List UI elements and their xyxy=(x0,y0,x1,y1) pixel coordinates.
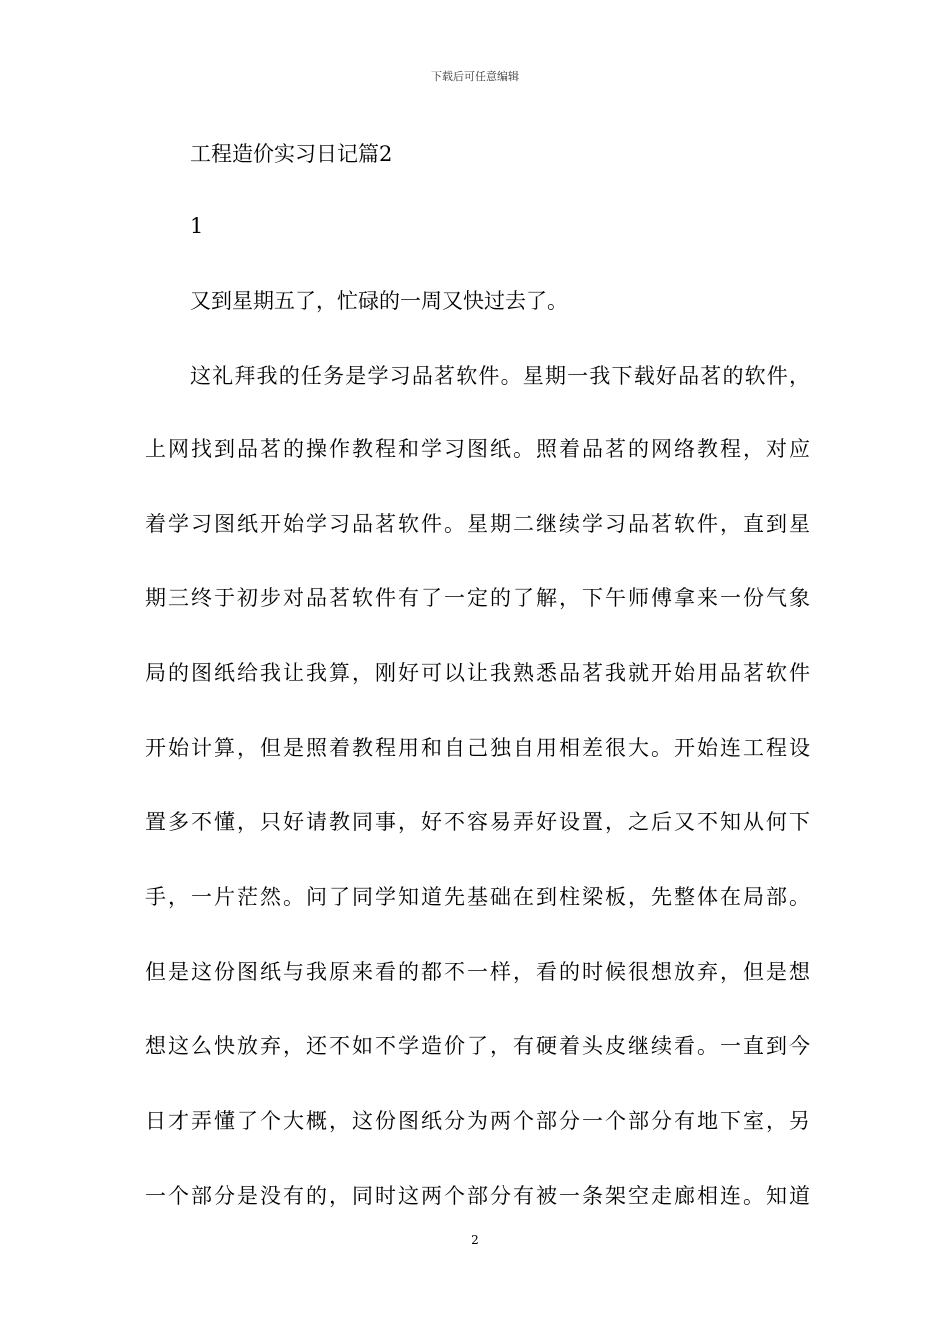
body-line: 着学习图纸开始学习品茗软件。星期二继续学习品茗软件，直到星 xyxy=(145,512,810,536)
section-number: 1 xyxy=(190,214,204,238)
page-number: 2 xyxy=(471,1233,479,1247)
body-line: 手，一片茫然。问了同学知道先基础在到柱梁板，先整体在局部。 xyxy=(145,885,810,909)
body-line: 一个部分是没有的，同时这两个部分有被一条架空走廊相连。知道 xyxy=(145,1184,810,1208)
document-title: 工程造价实习日记篇2 xyxy=(190,142,393,166)
body-line: 开始计算，但是照着教程用和自己独自用相差很大。开始连工程设 xyxy=(145,736,810,760)
body-line: 期三终于初步对品茗软件有了一定的了解，下午师傅拿来一份气象 xyxy=(145,586,810,610)
header-note: 下载后可任意编辑 xyxy=(431,70,519,83)
body-line: 日才弄懂了个大概，这份图纸分为两个部分一个部分有地下室，另 xyxy=(145,1109,810,1133)
body-line: 但是这份图纸与我原来看的都不一样，看的时候很想放弃，但是想 xyxy=(145,960,810,984)
body-line: 局的图纸给我让我算，刚好可以让我熟悉品茗我就开始用品茗软件 xyxy=(145,661,810,685)
body-line: 想这么快放弃，还不如不学造价了，有硬着头皮继续看。一直到今 xyxy=(145,1034,810,1058)
intro-paragraph: 又到星期五了，忙碌的一周又快过去了。 xyxy=(190,289,568,313)
body-line: 上网找到品茗的操作教程和学习图纸。照着品茗的网络教程，对应 xyxy=(145,437,810,461)
body-line: 这礼拜我的任务是学习品茗软件。星期一我下载好品茗的软件， xyxy=(190,364,810,388)
body-line: 置多不懂，只好请教同事，好不容易弄好设置，之后又不知从何下 xyxy=(145,810,810,834)
